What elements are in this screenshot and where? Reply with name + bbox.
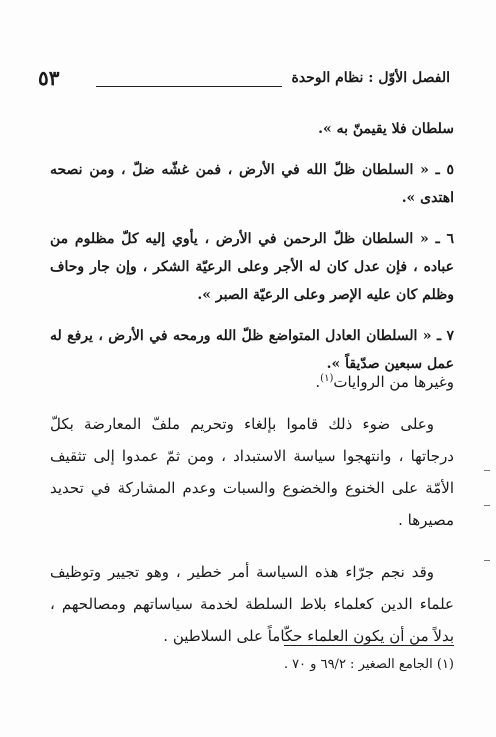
footnote: (١) الجامع الصغير : ٦٩/٢ و ٧٠ . <box>283 657 454 672</box>
transition-line <box>50 366 454 398</box>
margin-tick <box>484 470 490 471</box>
body-paragraph: وعلى ضوء ذلك قاموا بإلغاء وتحريم ملفّ المعارضة بكلّ درجاتها ، وانتهجوا سياسة الاستبداد ، ومن ثمّ عمدوا إلى تثقيف الأمّة على الخنوع والخضوع والسبات وعدم المشاركة في تحديد مصيرها . <box>50 415 454 529</box>
hadith-quotes <box>50 115 454 378</box>
page-header <box>38 66 450 96</box>
quote-paragraph: ٦ ـ « السلطان ظلّ الرحمن في الأرض ، يأوي إليه كلّ مظلوم من عباده ، فإن عدل كان له الأجر وعلى الرعيّة الشكر ، وإن جار وحاف وظلم كان عليه الإصر وعلى الرعيّة الصبر ». <box>50 231 454 303</box>
quote-paragraph: سلطان فلا يقيمنّ به ». <box>318 121 454 137</box>
margin-tick <box>484 560 490 561</box>
chapter-title: الفصل الأوّل : نظام الوحدة <box>291 70 450 86</box>
footnote-divider <box>284 645 454 646</box>
page-number: ٥٣ <box>38 66 60 90</box>
quote-paragraph: ٥ ـ « السلطان ظلّ الله في الأرض ، فمن غشّه ضلّ ، ومن نصحه اهتدى ». <box>50 162 454 206</box>
main-text <box>50 408 454 672</box>
quote-paragraph: ٧ ـ « السلطان العادل المتواضع ظلّ الله ورمحه في الأرض ، يرفع له عمل سبعين صدّيقاً ». <box>50 328 454 372</box>
body-paragraph: وقد نجم جرّاء هذه السياسة أمر خطير ، وهو تجيير وتوظيف علماء الدين كعلماء بلاط السلطة لخدمة سياساتهم ومصالحهم ، بدلاً من أن يكون العلماء حكّاماً على السلاطين . <box>50 563 454 645</box>
footnote-ref: (١) <box>320 373 334 384</box>
transition-text: وغيرها من الروايات <box>333 373 454 391</box>
header-rule <box>96 86 282 87</box>
margin-tick <box>484 505 490 506</box>
transition-end: . <box>315 373 321 391</box>
